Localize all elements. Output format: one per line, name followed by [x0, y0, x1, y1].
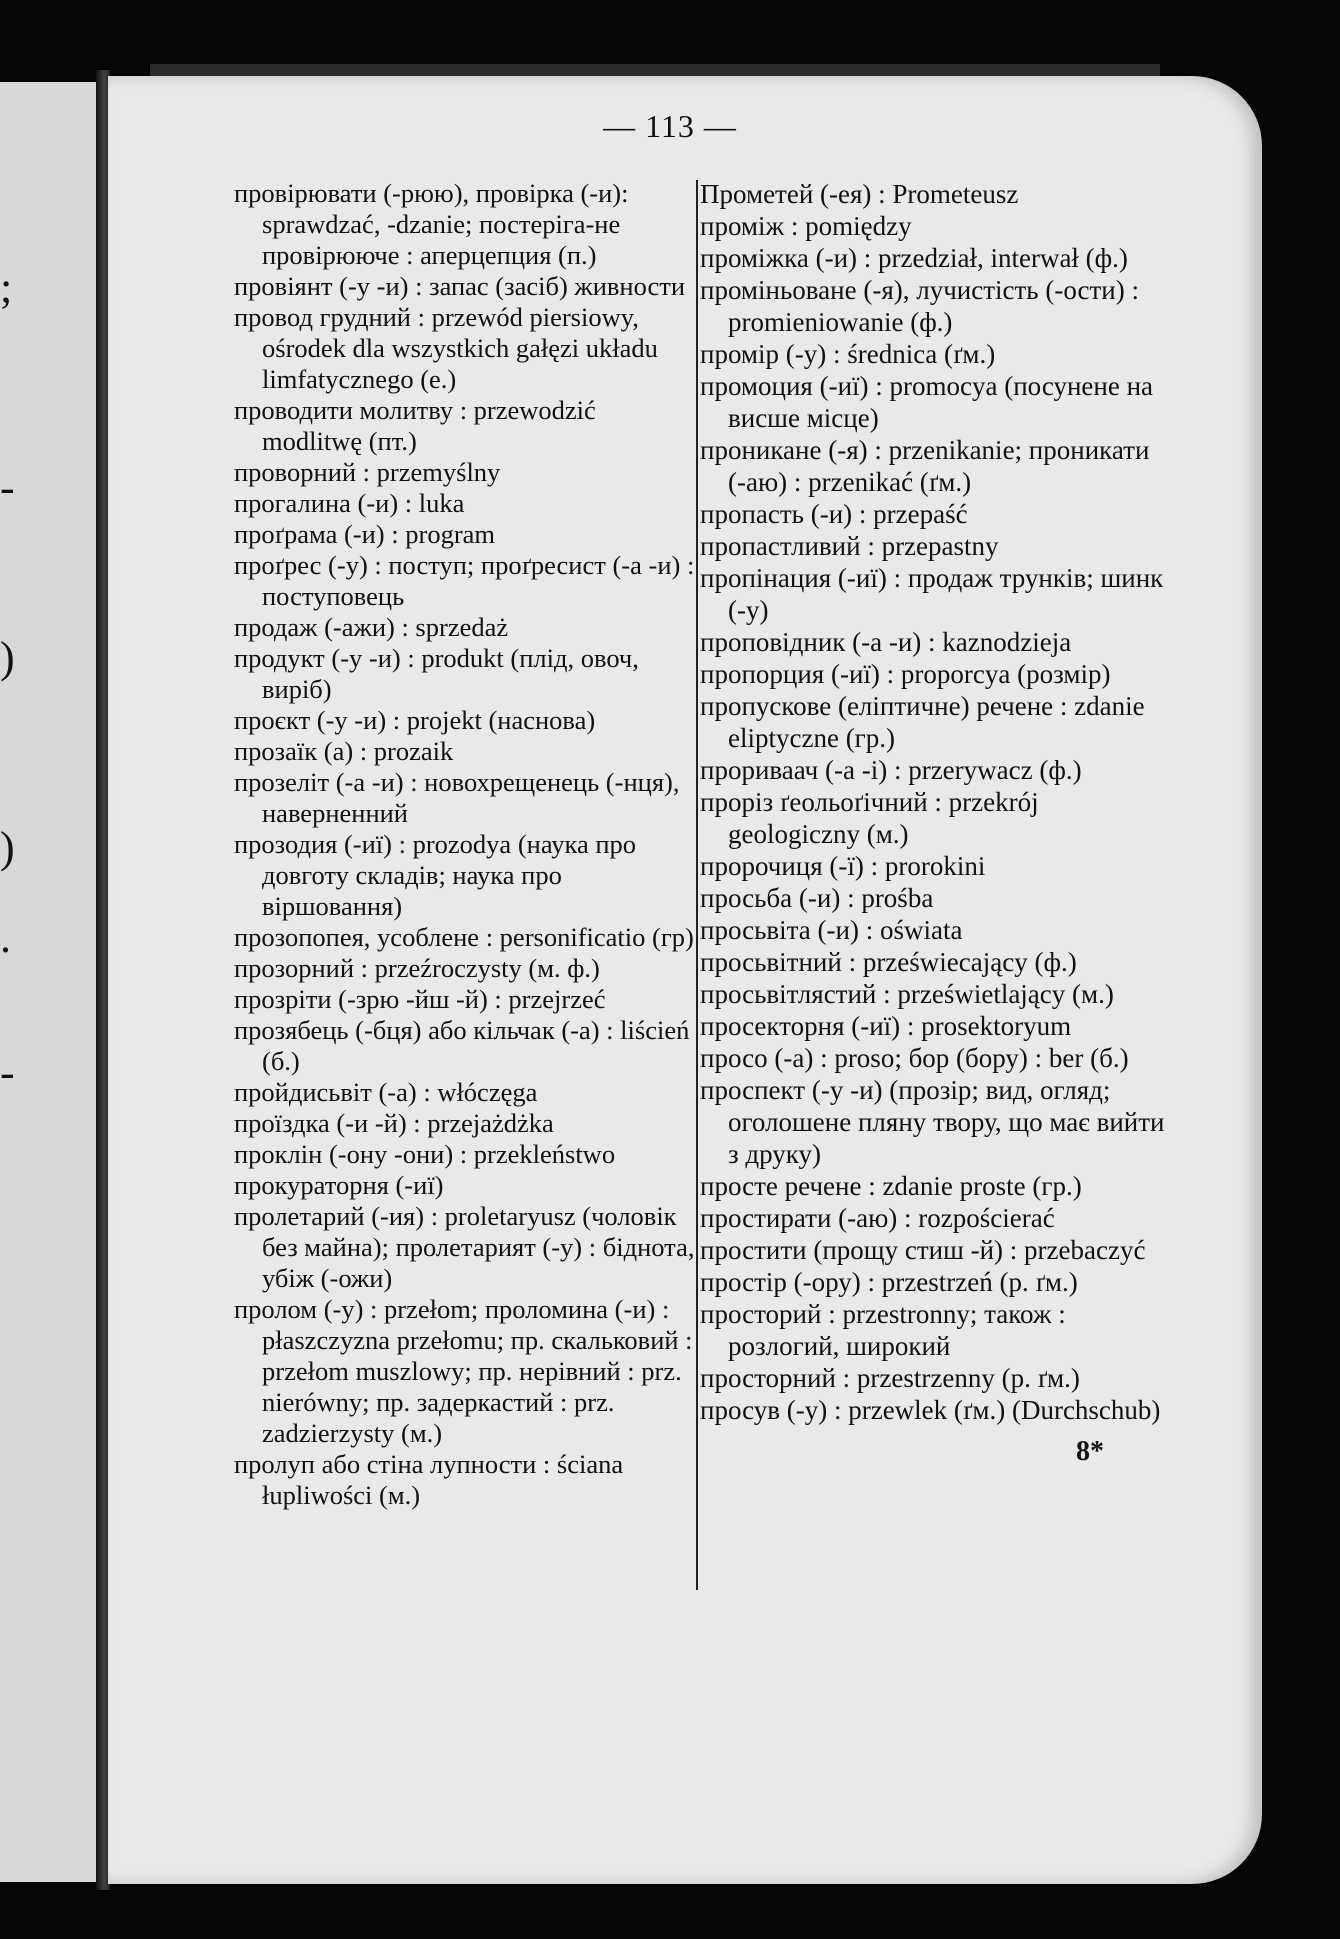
dictionary-entry: простити (прощу стиш -й) : przebaczyć	[700, 1235, 1146, 1265]
dictionary-entry: проміжка (-и) : przedział, interwał (ф.)	[700, 243, 1128, 273]
dictionary-entry: проґрес (-у) : поступ; проґресист (-а -и) : поступовець	[234, 550, 695, 611]
dictionary-entry: прозріти (-зрю -йш -й) : przejrzeć	[234, 984, 606, 1014]
dictionary-entry: просьвітлястий : prześwietlający (м.)	[700, 979, 1114, 1009]
dictionary-entry: просте речене : zdanie proste (гр.)	[700, 1171, 1082, 1201]
left-page-mark: -	[0, 1048, 15, 1097]
dictionary-entry: проводити молитву : przewodzić modlitwę (пт.)	[234, 395, 596, 456]
dictionary-entry: проспект (-у -и) (прозір; вид, огляд; оголошене пляну твору, що має вийти з друку)	[700, 1075, 1165, 1169]
dictionary-entry: просьвіта (-и) : oświata	[700, 915, 963, 945]
dictionary-entry: просо (-а) : proso; бор (бору) : ber (б.)	[700, 1043, 1129, 1073]
dictionary-entry: прозорний : przeźroczysty (м. ф.)	[234, 953, 600, 983]
dictionary-entry: прозопопея, усоблене : personificatio (гр)	[234, 922, 694, 952]
left-page-mark: -	[0, 463, 15, 512]
dictionary-entry: проїздка (-и -й) : przejażdżka	[234, 1108, 554, 1138]
dictionary-entry: пролетарий (-ия) : proletaryusz (чоловік без майна); пролетарият (-у) : біднота, убіж (-ожи)	[234, 1201, 695, 1293]
dictionary-entry: проникане (-я) : przenikanie; проникати (-аю) : przenikać (ґм.)	[700, 435, 1150, 497]
dictionary-entry: провод грудний : przewód piersiowy, ośrodek dla wszystkich gałęzi układu limfatycznego (e.)	[234, 302, 658, 394]
dictionary-entry: просув (-у) : przewlek (ґм.) (Durchschub)	[700, 1395, 1161, 1425]
dictionary-entry: промоция (-иї) : promocya (посунене на висше місце)	[700, 371, 1154, 433]
dictionary-entry: пророчиця (-ї) : prorokini	[700, 851, 986, 881]
dictionary-entry: проґрама (-и) : program	[234, 519, 496, 549]
dictionary-entry: пролуп або стіна лупности : ściana łupliwości (м.)	[234, 1449, 624, 1510]
dictionary-entry: просторий : przestronny; також : розлогий, широкий	[700, 1299, 1066, 1361]
dictionary-entry: пролом (-у) : przełom; проломина (-и) : płaszczyzna przełomu; пр. скальковий : przełom muszlowy; пр. нерівний : prz. nierówny; пр. задеркастий : prz. zadzierzysty (м.)	[234, 1294, 693, 1448]
dictionary-entry: проміньоване (-я), лучистість (-ости) : promieniowanie (ф.)	[700, 275, 1140, 337]
dictionary-entry: простирати (-аю) : rozpościerać	[700, 1203, 1055, 1233]
dictionary-entry: прокураторня (-иї)	[234, 1170, 444, 1200]
left-page-mark: .	[0, 913, 11, 962]
left-page-edge	[0, 82, 96, 1882]
dictionary-entry: просторний : przestrzenny (р. ґм.)	[700, 1363, 1080, 1393]
dictionary-entry: проклін (-ону -они) : przekleństwo	[234, 1139, 616, 1169]
dictionary-entry: прориваач (-а -і) : przerywacz (ф.)	[700, 755, 1082, 785]
dictionary-entry: продаж (-ажи) : sprzedaż	[234, 612, 509, 642]
dictionary-entry: Прометей (-ея) : Prometeusz	[700, 179, 1019, 209]
left-page-mark: )	[0, 823, 15, 872]
dictionary-entry: просекторня (-иї) : prosektoryum	[700, 1011, 1072, 1041]
dictionary-entry: провірювати (-рюю), провірка (-и): sprawdzać, -dzanie; постеріга-не провірююче : аперцепция (п.)	[234, 178, 629, 270]
left-column	[234, 178, 699, 1511]
dictionary-entry: продукт (-у -и) : produkt (плід, овоч, виріб)	[234, 643, 639, 704]
dictionary-entry: пройдисьвіт (-а) : włóczęga	[234, 1077, 538, 1107]
dictionary-entry: промір (-у) : średnica (ґм.)	[700, 339, 996, 369]
dictionary-entry: проріз ґеольоґічний : przekrój geologiczny (м.)	[700, 787, 1039, 849]
column-divider	[696, 180, 698, 1590]
dictionary-entry: пропастливий : przepastny	[700, 531, 999, 561]
dictionary-entry: пропускове (еліптичне) речене : zdanie eliptyczne (гр.)	[700, 691, 1145, 753]
dictionary-entry: прозаїк (а) : prozaik	[234, 736, 454, 766]
left-page-mark: ;	[0, 263, 13, 312]
dictionary-entry: прогалина (-и) : luka	[234, 488, 465, 518]
dictionary-entry: пропорция (-иї) : proporcya (розмір)	[700, 659, 1111, 689]
printer-signature: 8*	[1076, 1436, 1104, 1467]
dictionary-entry: прозеліт (-а -и) : новохрещенець (-нця), наверненний	[234, 767, 680, 828]
dictionary-entry: просьвітний : przeświecający (ф.)	[700, 947, 1077, 977]
page-top-edge	[150, 64, 1160, 76]
dictionary-entry: прозябець (-бця) або кільчак (-а) : liścień (б.)	[234, 1015, 690, 1076]
dictionary-entry: пропасть (-и) : przepaść	[700, 499, 968, 529]
dictionary-entry: пропінация (-иї) : продаж трунків; шинк (-у)	[700, 563, 1164, 625]
right-column	[700, 178, 1170, 1426]
dictionary-entry: простір (-ору) : przestrzeń (р. ґм.)	[700, 1267, 1078, 1297]
dictionary-entry: проміж : pomiędzy	[700, 211, 912, 241]
dictionary-entry: проповідник (-а -и) : kaznodzieja	[700, 627, 1072, 657]
dictionary-entry: проєкт (-у -и) : projekt (наснова)	[234, 705, 596, 735]
dictionary-entry: проворний : przemyślny	[234, 457, 501, 487]
page-number: — 113 —	[603, 108, 737, 144]
dictionary-entry: провіянт (-у -и) : запас (засіб) живности	[234, 271, 686, 301]
dictionary-entry: прозодия (-иї) : prozodya (наука про довготу складів; наука про віршовання)	[234, 829, 637, 921]
left-page-mark: )	[0, 633, 15, 682]
dictionary-entry: просьба (-и) : prośba	[700, 883, 934, 913]
